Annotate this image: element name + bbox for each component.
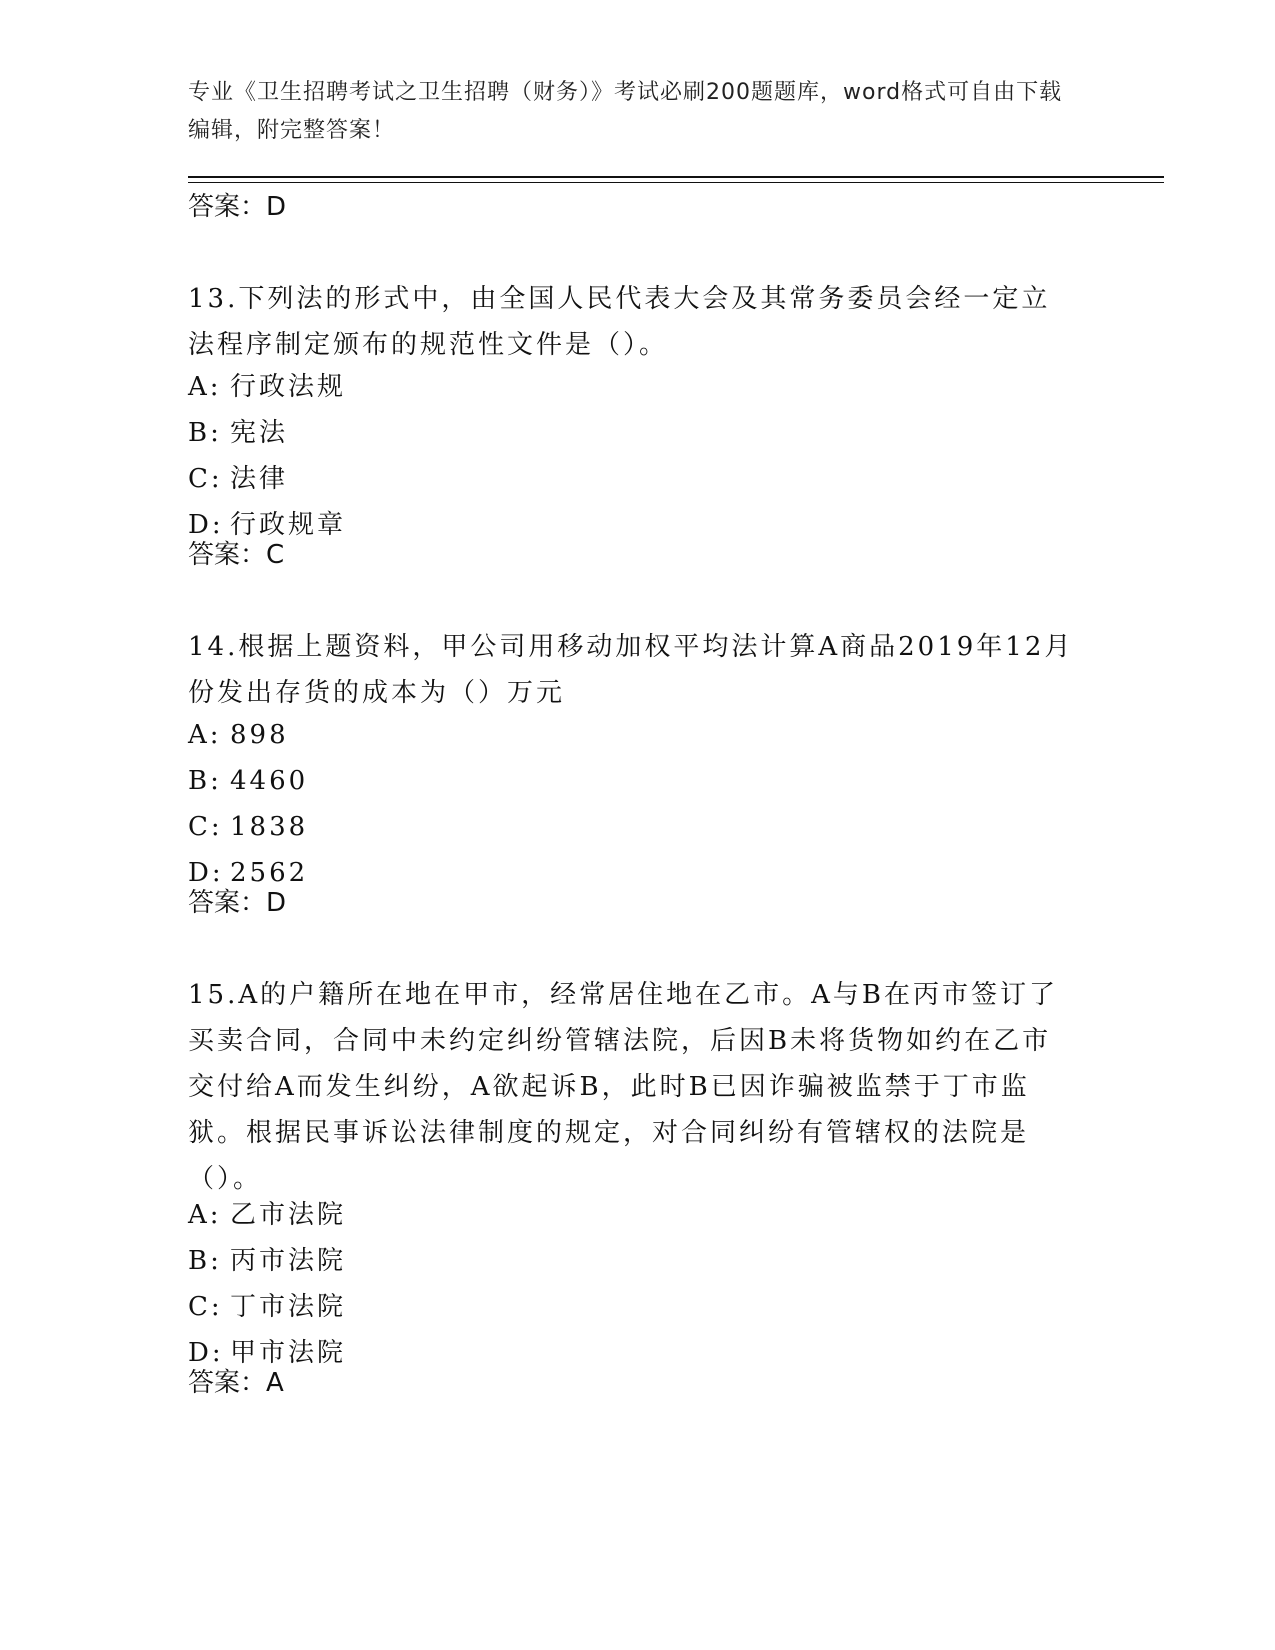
option-a: A: 行政法规 [188, 372, 347, 402]
question-13-answer: 答案：C [188, 540, 285, 570]
question-15-answer: 答案：A [188, 1368, 284, 1398]
option-d: D: 2562 [188, 858, 309, 888]
option-a: A: 乙市法院 [188, 1200, 347, 1230]
option-a: A: 898 [188, 720, 289, 750]
document-header: 专业《卫生招聘考试之卫生招聘（财务）》考试必刷200题题库，word格式可自由下载编辑，附完整答案！ [188, 80, 1063, 143]
option-c: C: 1838 [188, 812, 309, 842]
option-b: B: 丙市法院 [188, 1246, 347, 1276]
header-rule-thin [188, 182, 1164, 183]
option-d: D: 甲市法院 [188, 1338, 347, 1368]
question-15-options [188, 1192, 346, 1376]
question-15-text: 15.A的户籍所在地在甲市，经常居住地在乙市。A与B在丙市签订了买卖合同，合同中未约定纠纷管辖法院，后因B未将货物如约在乙市交付给A而发生纠纷，A欲起诉B，此时B已因诈骗被监禁于丁市监狱。根据民事诉讼法律制度的规定，对合同纠纷有管辖权的法院是（）。 [188, 980, 1059, 1194]
option-c: C: 法律 [188, 464, 289, 494]
question-14-text: 14.根据上题资料，甲公司用移动加权平均法计算A商品2019年12月份发出存货的成本为（）万元 [188, 632, 1074, 708]
header-rule-thick [188, 176, 1164, 178]
option-d: D: 行政规章 [188, 510, 347, 540]
question-13-options [188, 364, 346, 548]
previous-answer: 答案：D [188, 192, 287, 222]
question-13-text: 13.下列法的形式中，由全国人民代表大会及其常务委员会经一定立法程序制定颁布的规范性文件是（）。 [188, 284, 1051, 360]
option-b: B: 宪法 [188, 418, 289, 448]
option-c: C: 丁市法院 [188, 1292, 347, 1322]
option-b: B: 4460 [188, 766, 309, 796]
question-14-answer: 答案：D [188, 888, 287, 918]
question-14-options [188, 712, 308, 896]
